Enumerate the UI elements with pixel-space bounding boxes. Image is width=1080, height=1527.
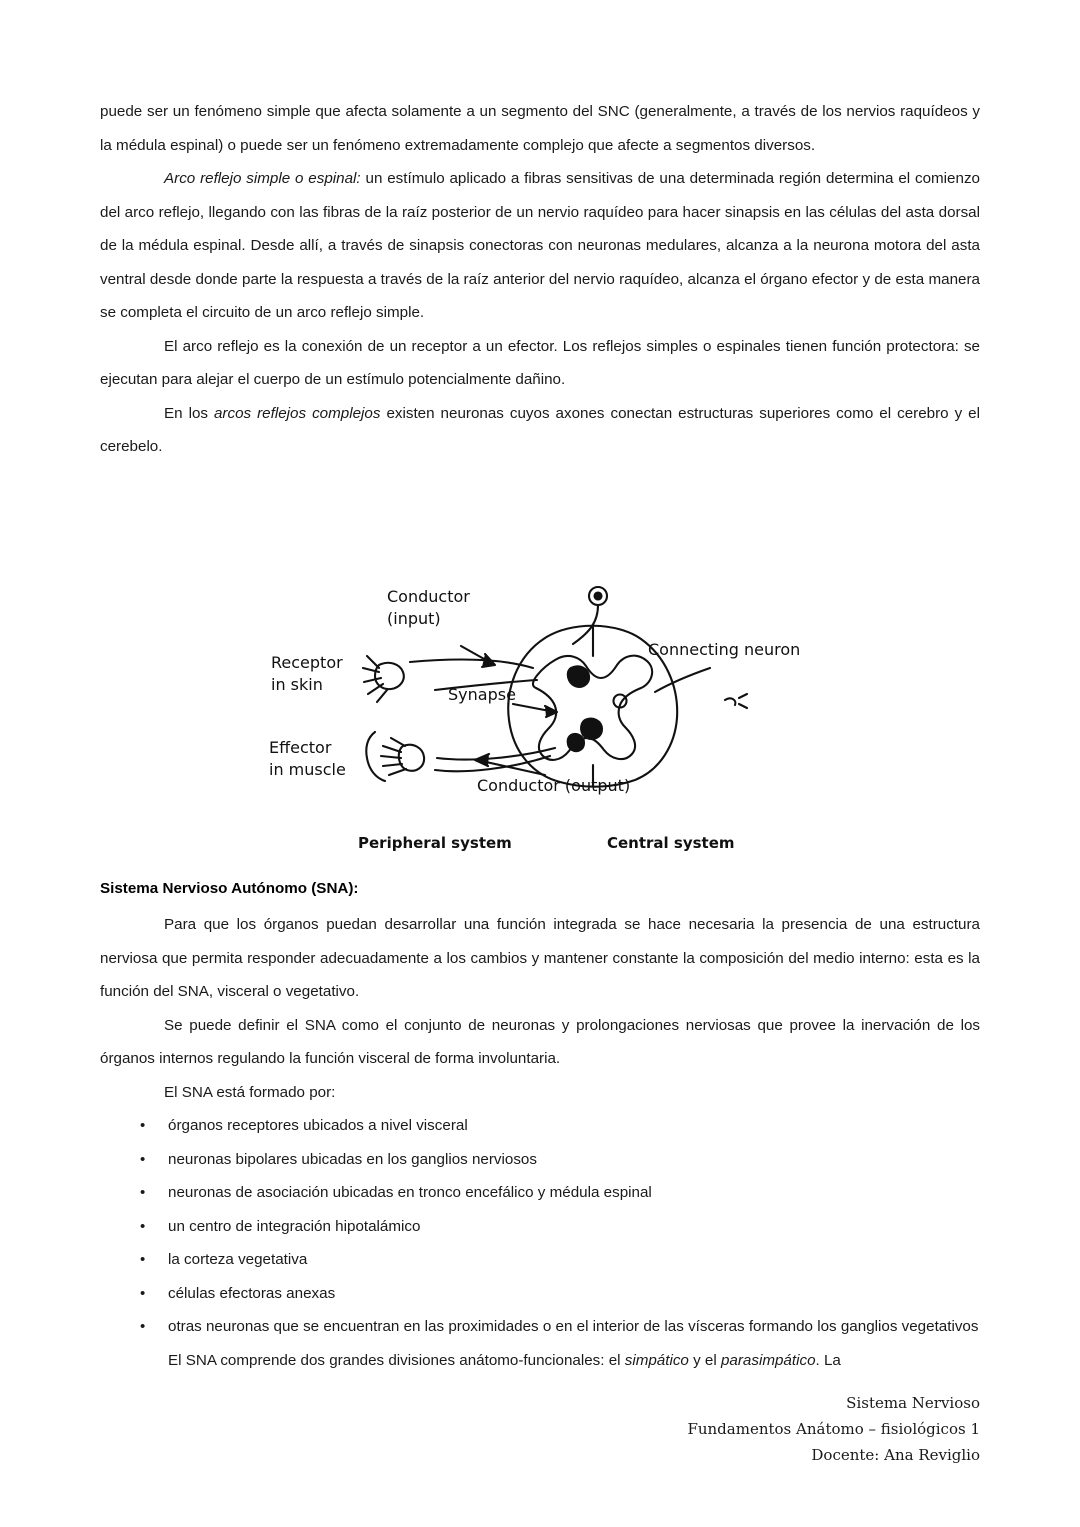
closing-middle: y el bbox=[688, 1351, 721, 1369]
list-item-label: células efectoras anexas bbox=[168, 1284, 336, 1302]
page-footer bbox=[420, 1390, 980, 1468]
figure-label-receptor-1: Receptor bbox=[271, 653, 343, 672]
section-paragraph-3: El SNA está formado por: bbox=[164, 1083, 336, 1101]
paragraph-4-suffix: existen neuronas cuyos axones conectan estructuras superiores como el cerebro y el cerebelo. bbox=[100, 404, 980, 455]
reflex-arc-figure bbox=[255, 560, 825, 865]
section-closing-paragraph bbox=[100, 1344, 980, 1378]
sna-component-list bbox=[100, 1109, 980, 1344]
list-item-label: un centro de integración hipotalámico bbox=[168, 1217, 421, 1235]
figure-label-effector-1: Effector bbox=[269, 738, 332, 757]
bullet-icon: • bbox=[140, 1318, 146, 1335]
figure-label-connecting-neuron: Connecting neuron bbox=[648, 640, 801, 659]
figure-label-synapse: Synapse bbox=[448, 685, 516, 704]
figure-label-receptor-2: in skin bbox=[271, 675, 323, 694]
closing-italic-simpatico: simpático bbox=[624, 1351, 689, 1369]
footer-line-3: Docente: Ana Reviglio bbox=[811, 1446, 980, 1464]
closing-italic-parasimpatico: parasimpático bbox=[720, 1351, 816, 1369]
figure-label-conductor-input-1: Conductor bbox=[387, 587, 470, 606]
paragraph-4 bbox=[100, 397, 980, 464]
figure-label-conductor-output: Conductor (output) bbox=[477, 776, 631, 795]
bullet-icon: • bbox=[140, 1284, 146, 1302]
bullet-icon: • bbox=[140, 1150, 146, 1168]
closing-prefix: El SNA comprende dos grandes divisiones anátomo-funcionales: el bbox=[168, 1351, 625, 1369]
bullet-icon: • bbox=[140, 1117, 146, 1134]
paragraph-3: El arco reflejo es la conexión de un receptor a un efector. Los reflejos simples o espinales tienen función protectora: se ejecutan para alejar el cuerpo de un estímulo potencialmente dañino. bbox=[100, 337, 980, 388]
figure-label-central-system: Central system bbox=[607, 834, 735, 852]
document-body-top bbox=[100, 95, 980, 464]
paragraph-2 bbox=[100, 162, 980, 330]
list-item bbox=[100, 1243, 980, 1277]
section-paragraph-1: Para que los órganos puedan desarrollar una función integrada se hace necesaria la presencia de una estructura nerviosa que permita responder adecuadamente a los cambios y mantener constante la composición del medio interno: esta es la función del SNA, visceral o vegetativo. bbox=[100, 916, 980, 1000]
section-heading-sna: Sistema Nervioso Autónomo (SNA): bbox=[100, 880, 359, 897]
figure-label-effector-2: in muscle bbox=[269, 760, 346, 779]
paragraph-1: puede ser un fenómeno simple que afecta solamente a un segmento del SNC (generalmente, a través de los nervios raquídeos y la médula espinal) o puede ser un fenómeno extremadamente complejo que afecte a segmentos diversos. bbox=[100, 103, 980, 154]
list-item bbox=[100, 1109, 980, 1143]
list-item-label: la corteza vegetativa bbox=[168, 1251, 308, 1268]
list-item-label: neuronas bipolares ubicadas en los ganglios nerviosos bbox=[168, 1150, 537, 1168]
list-item bbox=[100, 1277, 980, 1311]
list-item-label: órganos receptores ubicados a nivel visceral bbox=[168, 1117, 468, 1134]
paragraph-4-italic: arcos reflejos complejos bbox=[213, 404, 381, 422]
list-item-label: otras neuronas que se encuentran en las proximidades o en el interior de las vísceras formando los ganglios vegetativos bbox=[168, 1318, 979, 1335]
bullet-icon: • bbox=[140, 1251, 146, 1268]
paragraph-2-italic-lead: Arco reflejo simple o espinal: bbox=[164, 170, 361, 187]
list-item bbox=[100, 1310, 980, 1344]
reflex-arc-diagram bbox=[255, 560, 825, 865]
list-item-label: neuronas de asociación ubicadas en tronco encefálico y médula espinal bbox=[168, 1184, 652, 1201]
list-item bbox=[100, 1176, 980, 1210]
figure-label-conductor-input-2: (input) bbox=[387, 609, 441, 628]
closing-suffix: . La bbox=[815, 1351, 841, 1369]
footer-line-2: Fundamentos Anátomo – fisiológicos 1 bbox=[687, 1420, 980, 1438]
footer-line-1: Sistema Nervioso bbox=[846, 1394, 980, 1412]
figure-label-peripheral-system: Peripheral system bbox=[358, 834, 512, 852]
list-item bbox=[100, 1143, 980, 1177]
section-paragraph-2: Se puede definir el SNA como el conjunto de neuronas y prolongaciones nerviosas que provee la inervación de los órganos internos regulando la función visceral de forma involuntaria. bbox=[100, 1016, 980, 1067]
bullet-icon: • bbox=[140, 1184, 146, 1201]
paragraph-4-prefix: En los bbox=[164, 404, 214, 422]
bullet-icon: • bbox=[140, 1217, 146, 1235]
list-item bbox=[100, 1210, 980, 1244]
paragraph-2-text: un estímulo aplicado a fibras sensitivas de una determinada región determina el comienzo del arco reflejo, llegando con las fibras de la raíz posterior de un nervio raquídeo para hacer sinapsis en las células del asta dorsal de la médula espinal. Desde allí, a través de sinapsis conectoras con neuronas medulares, alcanza a la neurona motora del asta ventral desde donde parte la respuesta a través de la raíz anterior del nervio raquídeo, alcanza el órgano efector y de esta manera se completa el circuito de un arco reflejo simple. bbox=[100, 170, 980, 321]
document-body-bottom bbox=[100, 908, 980, 1377]
